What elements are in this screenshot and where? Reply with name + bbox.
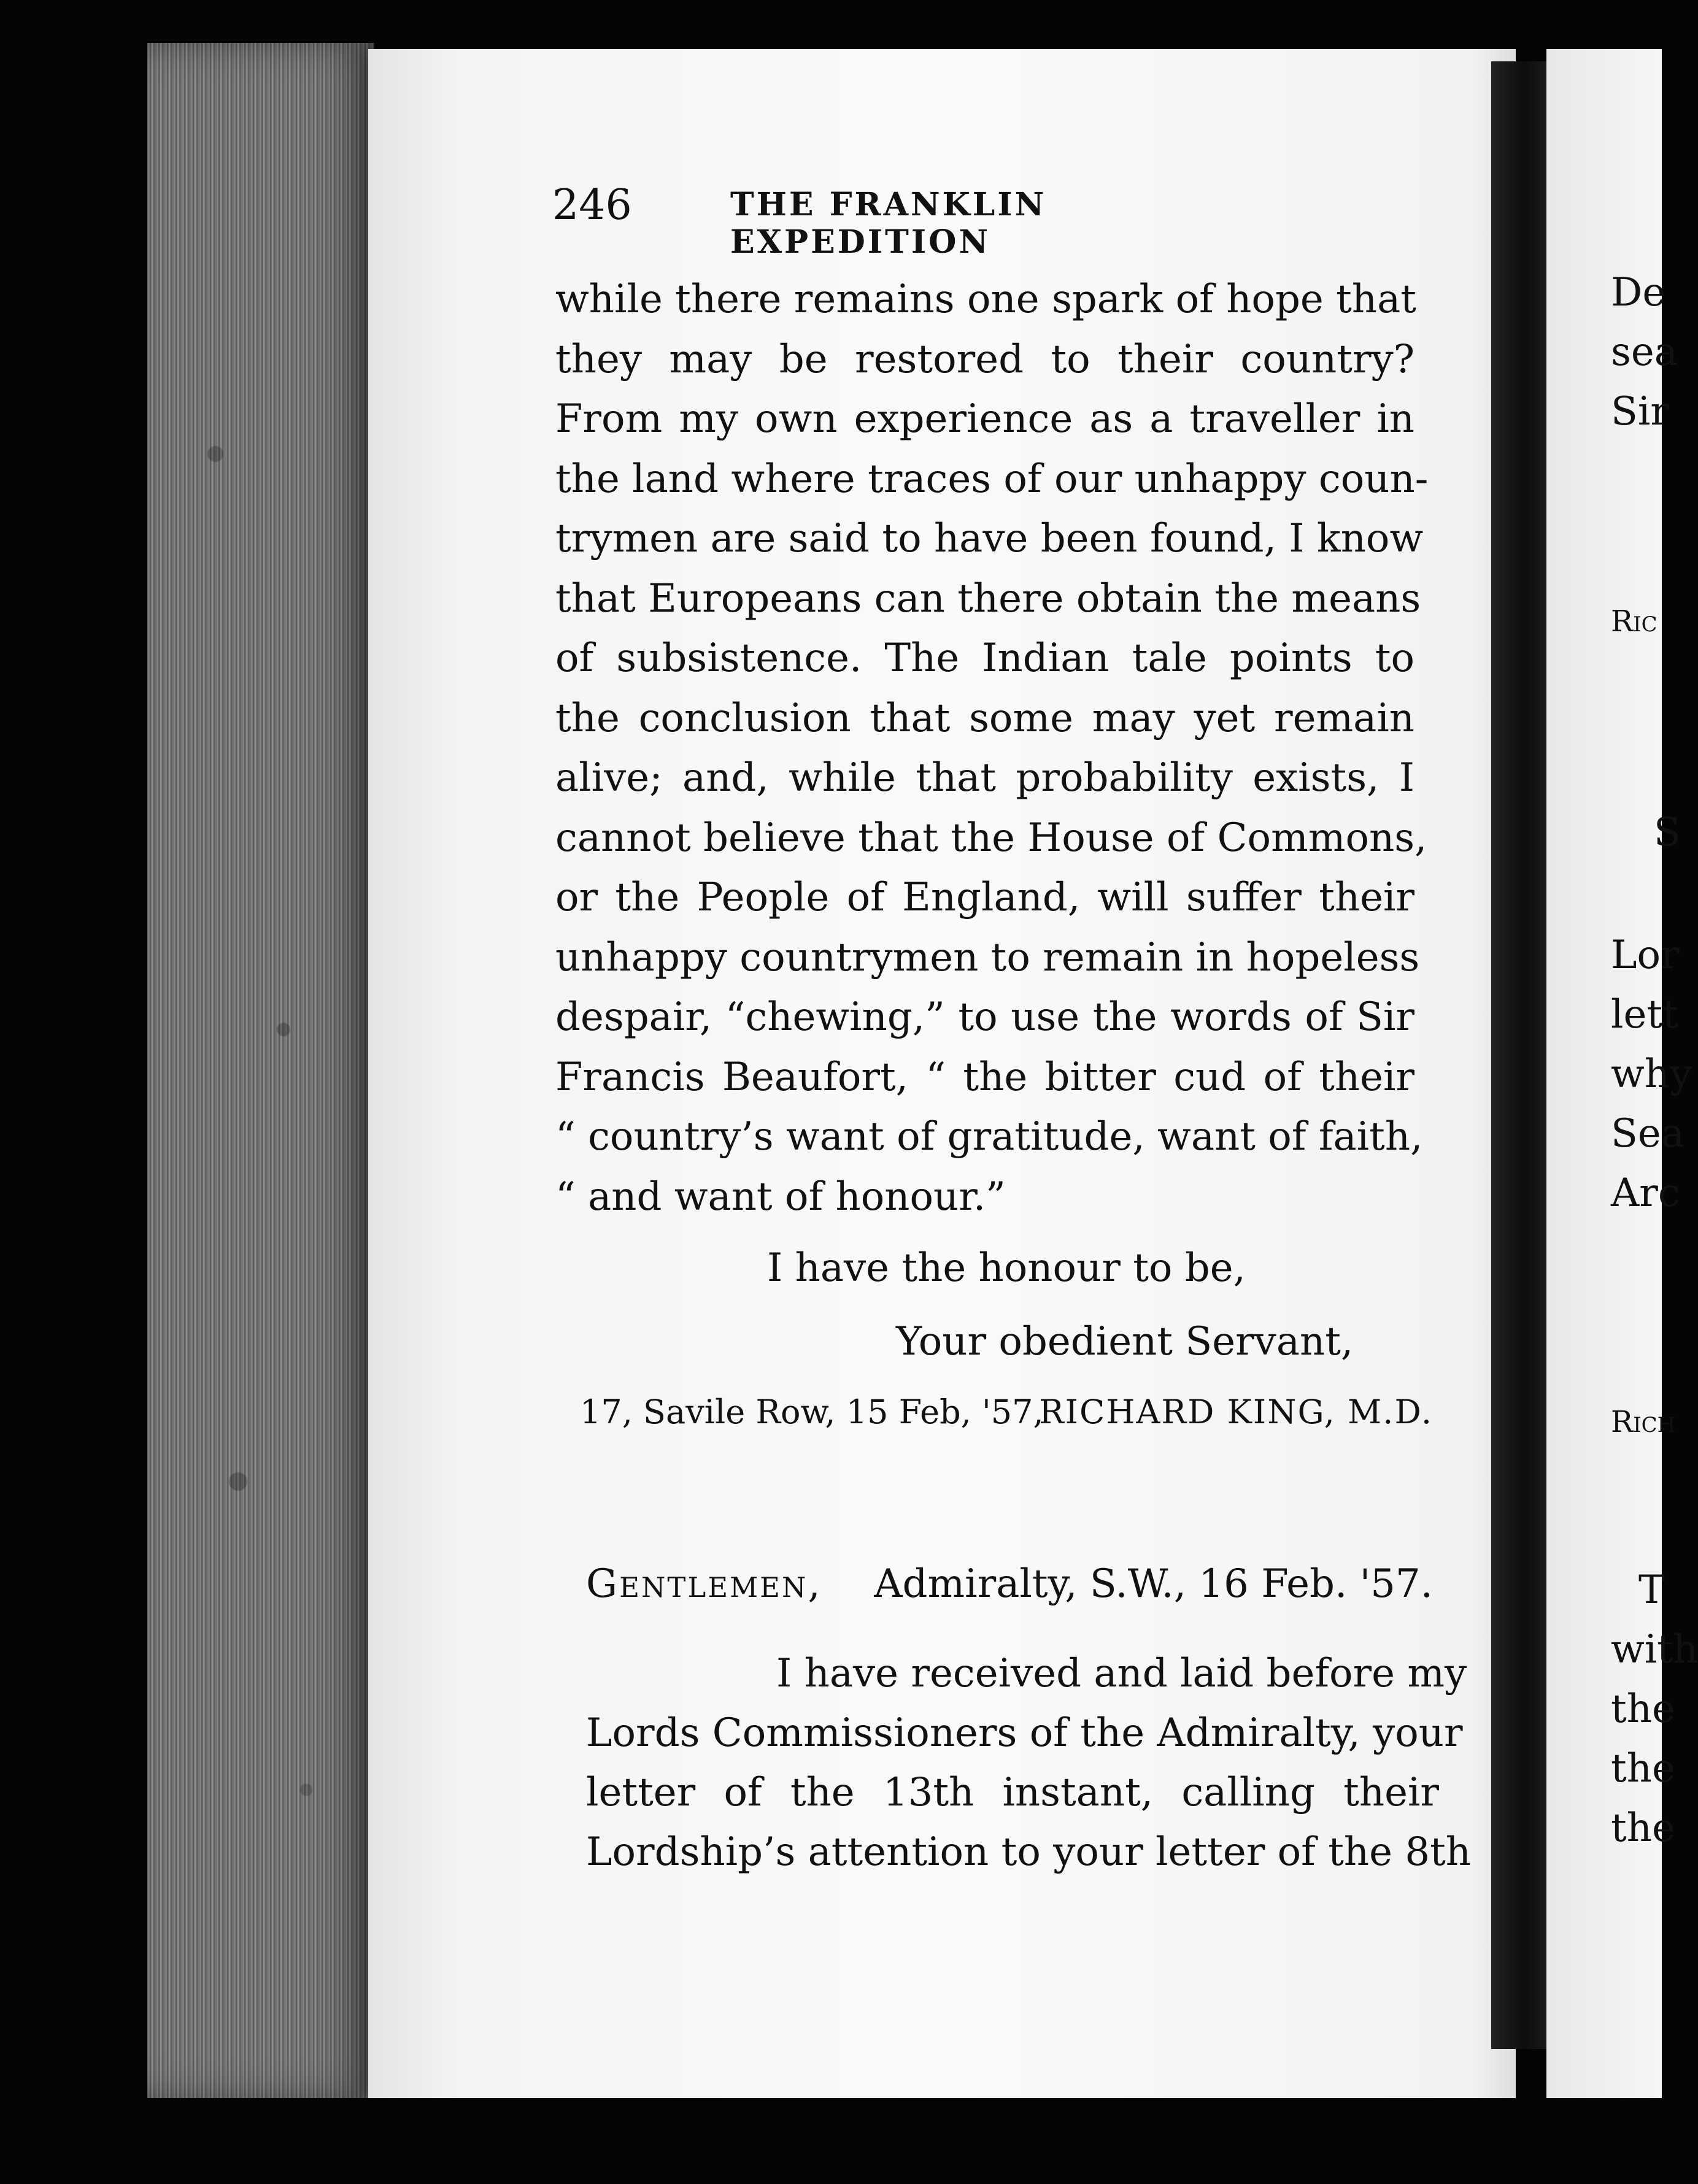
text-line: Lordship’s attention to your letter of the 8th — [586, 1829, 1471, 1875]
text-line: unhappy countrymen to remain in hopeless — [555, 934, 1420, 980]
sender-address: 17, Savile Row, 15 Feb, '57, — [580, 1393, 1044, 1431]
text-line: alive; and, while that probability exists, I — [555, 755, 1414, 801]
fragment-text: the — [1611, 1686, 1675, 1732]
text-line: that Europeans can there obtain the means — [555, 575, 1421, 621]
fragment-text: sea — [1611, 329, 1678, 375]
fragment-text: Arc — [1611, 1171, 1680, 1216]
fragment-text: with — [1611, 1627, 1698, 1672]
fragment-text: the — [1611, 1746, 1675, 1791]
fragment-text: Lor — [1611, 932, 1680, 978]
fragment-text: T — [1638, 1567, 1665, 1613]
text-line: despair, “chewing,” to use the words of Sir — [555, 994, 1414, 1040]
letter-body — [555, 270, 1429, 1227]
book-gutter — [1491, 61, 1546, 2049]
text-line: Lords Commissioners of the Admiralty, your — [586, 1710, 1463, 1756]
fragment-text: the — [1611, 1805, 1675, 1851]
fragment-text: De — [1611, 270, 1666, 315]
reply-heading — [586, 1561, 1433, 1617]
text-line: trymen are said to have been found, I know — [555, 516, 1424, 561]
text-line: they may be restored to their country? — [555, 336, 1414, 382]
fragment-text: Sir — [1611, 389, 1669, 434]
page-number: 246 — [552, 181, 632, 229]
fragment-text: Sea — [1611, 1111, 1684, 1156]
fragment-text: lett — [1611, 992, 1678, 1037]
text-line: “ country’s want of gratitude, want of faith, — [555, 1114, 1423, 1159]
text-line: while there remains one spark of hope that — [555, 277, 1416, 322]
closing-line-1: I have the honour to be, — [767, 1245, 1246, 1291]
signature: RICHARD KING, M.D. — [1039, 1393, 1433, 1431]
page-edges — [147, 43, 374, 2098]
text-line: the land where traces of our unhappy coun- — [555, 456, 1429, 502]
salutation: Gentlemen, — [586, 1561, 822, 1607]
text-line: cannot believe that the House of Commons, — [555, 815, 1427, 861]
reply-body — [586, 1644, 1471, 1882]
closing-line-2: Your obedient Servant, — [896, 1319, 1354, 1364]
running-title: THE FRANKLIN EXPEDITION — [730, 186, 1047, 261]
text-line: of subsistence. The Indian tale points to — [555, 636, 1414, 681]
text-line: “ and want of honour.” — [555, 1174, 1006, 1220]
text-line: the conclusion that some may yet remain — [555, 695, 1414, 741]
text-line: Francis Beaufort, “ the bitter cud of their — [555, 1054, 1414, 1100]
dateline: Admiralty, S.W., 16 Feb. '57. — [874, 1561, 1433, 1607]
running-head — [552, 181, 1240, 261]
fragment-text: why — [1611, 1052, 1692, 1097]
text-line: From my own experience as a traveller in — [555, 396, 1414, 442]
fragment-text: Rich — [1611, 1405, 1676, 1439]
text-line: I have received and laid before my — [776, 1651, 1467, 1696]
text-line: or the People of England, will suffer their — [555, 875, 1414, 920]
text-line: letter of the 13th instant, calling their — [586, 1770, 1439, 1815]
fragment-text: S — [1654, 810, 1681, 855]
fragment-text: Ric — [1611, 604, 1657, 639]
